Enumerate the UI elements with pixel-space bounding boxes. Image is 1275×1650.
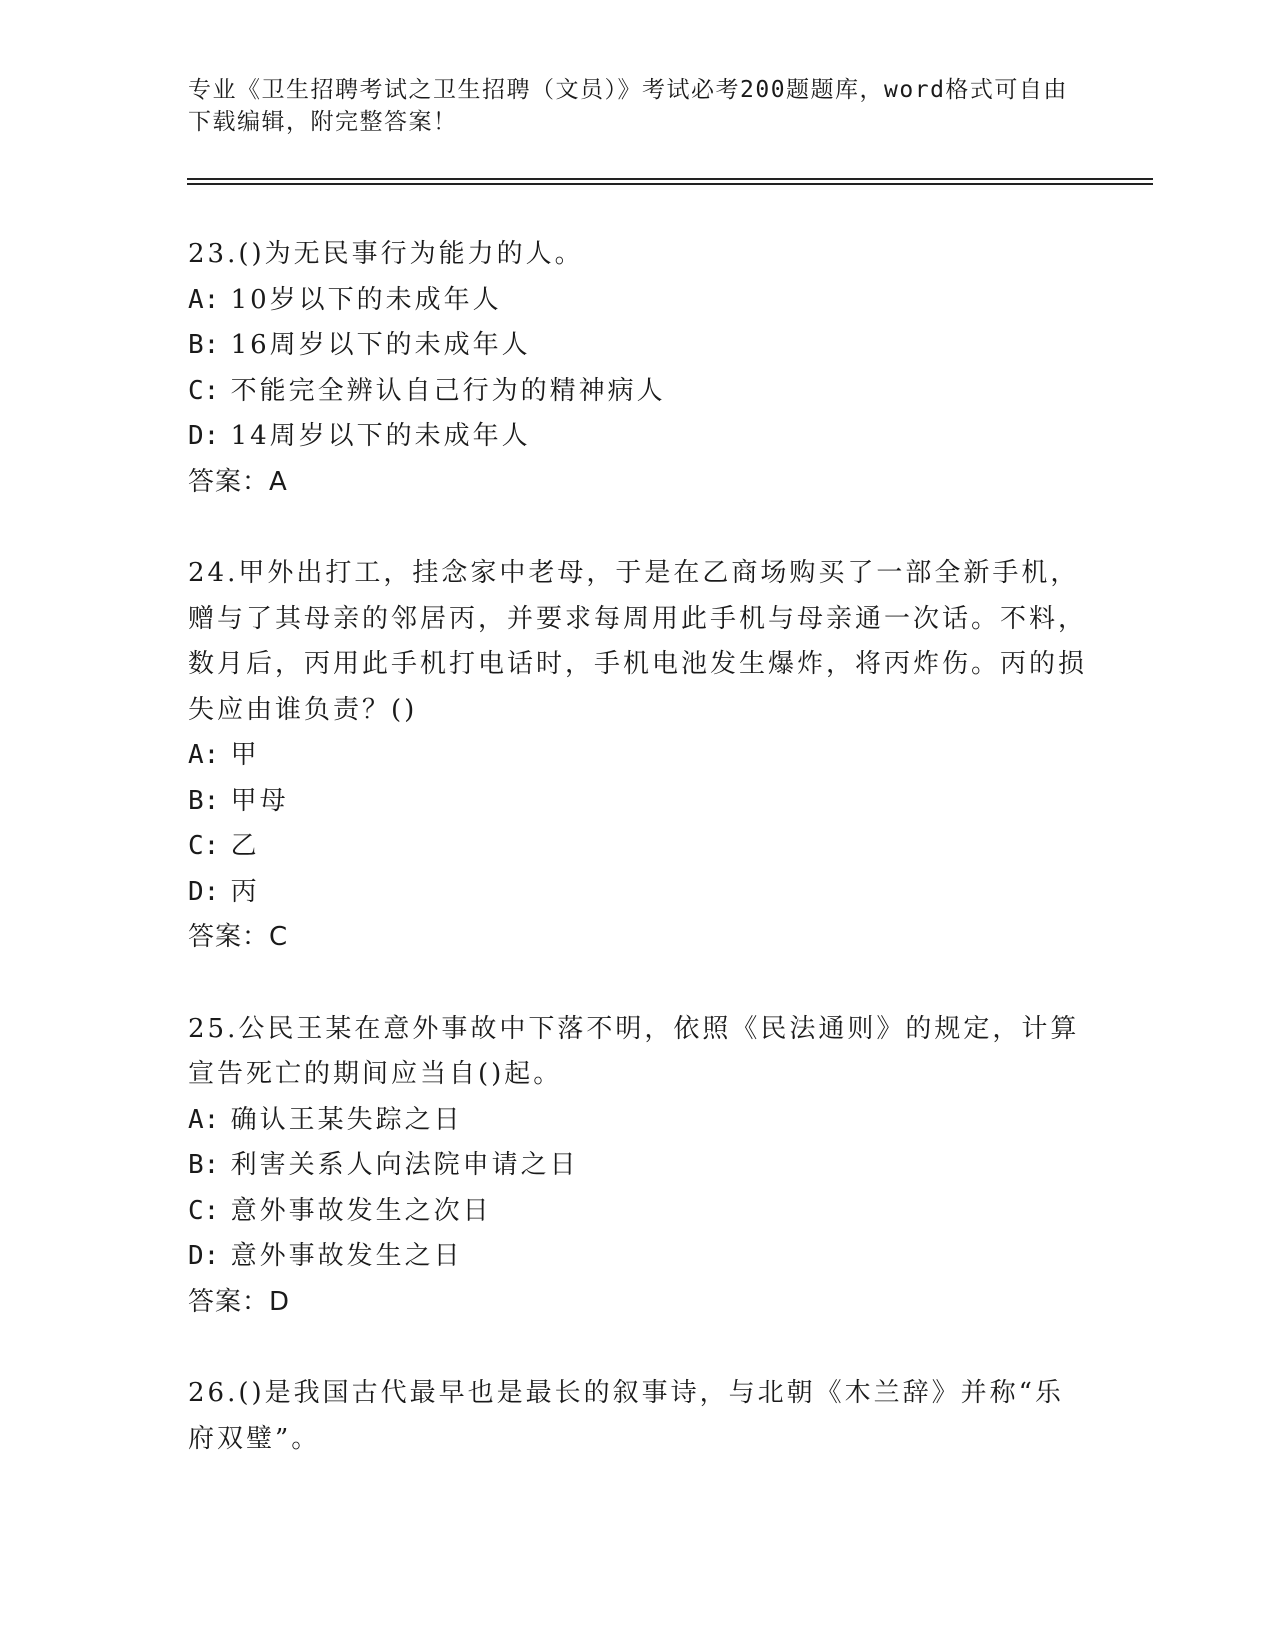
option-letter: D: bbox=[188, 1241, 220, 1271]
option-text: 甲 bbox=[230, 740, 260, 770]
question-26 bbox=[188, 1371, 1088, 1462]
question-stem: 26.()是我国古代最早也是最长的叙事诗，与北朝《木兰辞》并称“乐府双璧”。 bbox=[188, 1378, 1064, 1454]
option-a bbox=[188, 278, 1088, 324]
question-25 bbox=[188, 1007, 1088, 1326]
option-text: 确认王某失踪之日 bbox=[230, 1104, 463, 1135]
option-b bbox=[188, 779, 1088, 825]
option-d bbox=[188, 414, 1088, 460]
option-b bbox=[188, 323, 1088, 369]
option-letter: A: bbox=[188, 284, 220, 315]
option-letter: A: bbox=[188, 1104, 220, 1135]
answer-line: 答案：D bbox=[188, 1286, 291, 1317]
option-letter: D: bbox=[188, 876, 220, 907]
option-text: 利害关系人向法院申请之日 bbox=[230, 1150, 579, 1180]
question-stem: 25.公民王某在意外事故中下落不明，依照《民法通则》的规定，计算宣告死亡的期间应当自()起。 bbox=[188, 1013, 1080, 1089]
option-b bbox=[188, 1143, 1088, 1189]
option-text: 不能完全辨认自己行为的精神病人 bbox=[230, 375, 666, 406]
option-letter: D: bbox=[188, 421, 220, 451]
option-text: 10岁以下的未成年人 bbox=[230, 284, 502, 315]
question-24 bbox=[188, 551, 1088, 961]
question-23 bbox=[188, 232, 1088, 505]
option-c bbox=[188, 369, 1088, 415]
option-letter: C: bbox=[188, 831, 220, 861]
answer-line: 答案：C bbox=[188, 922, 289, 952]
option-letter: B: bbox=[188, 785, 220, 816]
option-text: 甲母 bbox=[230, 785, 289, 816]
option-c bbox=[188, 824, 1088, 870]
question-list bbox=[188, 232, 1088, 1508]
header-divider-top bbox=[187, 178, 1153, 180]
document-intro: 专业《卫生招聘考试之卫生招聘（文员）》考试必考200题题库，word格式可自由下载编辑，附完整答案！ bbox=[188, 77, 1068, 135]
option-text: 16周岁以下的未成年人 bbox=[230, 330, 531, 360]
option-text: 14周岁以下的未成年人 bbox=[230, 421, 531, 451]
option-letter: A: bbox=[188, 740, 220, 770]
option-a bbox=[188, 733, 1088, 779]
option-letter: B: bbox=[188, 330, 220, 360]
option-text: 意外事故发生之日 bbox=[230, 1241, 463, 1271]
option-letter: B: bbox=[188, 1150, 220, 1180]
option-text: 意外事故发生之次日 bbox=[230, 1195, 492, 1226]
answer-line: 答案：A bbox=[188, 466, 288, 497]
option-d bbox=[188, 1234, 1088, 1280]
option-c bbox=[188, 1189, 1088, 1235]
option-letter: C: bbox=[188, 1195, 220, 1226]
question-stem: 23.()为无民事行为能力的人。 bbox=[188, 239, 584, 269]
header-divider-bottom bbox=[187, 183, 1153, 185]
question-stem: 24.甲外出打工，挂念家中老母，于是在乙商场购买了一部全新手机，赠与了其母亲的邻居丙，并要求每周用此手机与母亲通一次话。不料，数月后，丙用此手机打电话时，手机电池发生爆炸，将丙炸伤。丙的损失应由谁负责？() bbox=[188, 558, 1088, 725]
option-text: 乙 bbox=[230, 831, 260, 861]
option-a bbox=[188, 1098, 1088, 1144]
option-d bbox=[188, 870, 1088, 916]
option-letter: C: bbox=[188, 375, 220, 406]
option-text: 丙 bbox=[230, 876, 260, 907]
